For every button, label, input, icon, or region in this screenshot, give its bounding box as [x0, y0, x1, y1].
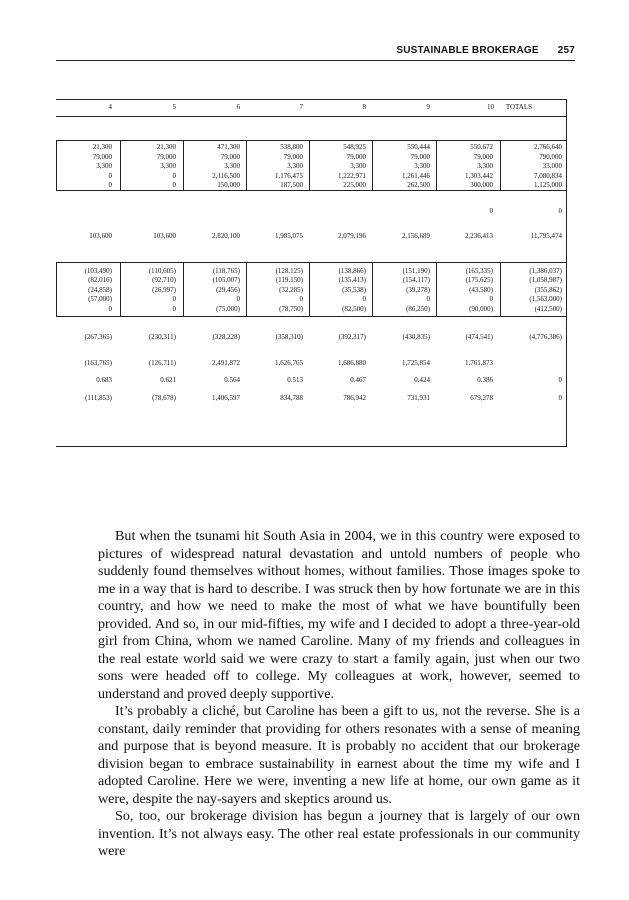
table-header-cell: TOTALS — [505, 103, 532, 111]
table-cell: 3,300 — [96, 162, 112, 170]
table-cell: (29,456) — [216, 286, 240, 294]
table-cell: 79,000 — [346, 153, 366, 161]
running-head — [396, 45, 575, 56]
table-cell: 550,672 — [470, 143, 493, 151]
table-cell: 0.621 — [160, 376, 176, 384]
table-cell: (230,311) — [148, 333, 176, 341]
table-cell: 1,176,475 — [275, 172, 303, 180]
table-cell: 21,300 — [92, 143, 112, 151]
table-header-cell: 4 — [108, 103, 112, 111]
table-column-rule — [120, 140, 121, 190]
table-cell: 0.564 — [224, 376, 240, 384]
table-cell: (78,678) — [152, 394, 176, 402]
table-cell: 3,300 — [350, 162, 366, 170]
table-cell: 471,300 — [217, 143, 240, 151]
table-cell: (86,250) — [406, 305, 430, 313]
table-cell: 1,761,873 — [465, 359, 493, 367]
table-column-rule — [56, 140, 57, 190]
table-cell: 3,300 — [224, 162, 240, 170]
table-cell: 0 — [108, 181, 112, 189]
table-cell: (119,150) — [275, 276, 303, 284]
table-cell: 79,000 — [473, 153, 493, 161]
table-cell: (26,997) — [152, 286, 176, 294]
table-cell: (165,335) — [465, 267, 493, 275]
table-cell: (135,413) — [338, 276, 366, 284]
table-cell: 1,222,971 — [338, 172, 366, 180]
table-cell: (355,862) — [534, 286, 562, 294]
paragraph: It’s probably a cliché, but Caroline has been a gift to us, not the reverse. She is a constant, daily reminder that providing for others resonates with a sense of meaning and purpose that is beyond measure. It is probably no accident that our brokerage division began to embrace sustainability in earnest about the time my wife and I adopted Caroline. Here we were, inventing a new life at home, our own game as it were, despite the nay-sayers and skeptics around us. — [98, 703, 580, 807]
table-cell: 1,125,000 — [534, 181, 562, 189]
table-cell: 786,942 — [343, 394, 366, 402]
table-cell: 0 — [489, 207, 493, 215]
table-header-cell: 9 — [426, 103, 430, 111]
table-cell: 538,800 — [280, 143, 303, 151]
table-cell: 7,080,834 — [534, 172, 562, 180]
table-header-cell: 5 — [172, 103, 176, 111]
table-header-cell: 10 — [487, 103, 494, 111]
table-column-rule — [183, 262, 184, 316]
table-cell: 0 — [558, 207, 562, 215]
table-cell: (75,000) — [216, 305, 240, 313]
table-rule — [56, 316, 566, 317]
table-cell: 0 — [172, 305, 176, 313]
table-rule — [56, 262, 566, 263]
table-rule — [56, 116, 566, 117]
table-cell: 0 — [426, 295, 430, 303]
section-title: SUSTAINABLE BROKERAGE — [396, 45, 539, 56]
table-cell: (1,563,000) — [529, 295, 562, 303]
table-column-rule — [372, 262, 373, 316]
table-header-cell: 6 — [236, 103, 240, 111]
table-cell: (128,125) — [275, 267, 303, 275]
table-cell: 187,500 — [280, 181, 303, 189]
table-cell: (82,500) — [342, 305, 366, 313]
table-cell: 2,491,872 — [212, 359, 240, 367]
table-cell: 0 — [108, 172, 112, 180]
table-cell: 0 — [172, 172, 176, 180]
table-cell: 150,000 — [217, 181, 240, 189]
table-cell: (392,317) — [338, 333, 366, 341]
table-cell: (105,007) — [212, 276, 240, 284]
table-column-rule — [372, 140, 373, 190]
table-cell: 1,725,854 — [402, 359, 430, 367]
body-text — [98, 528, 580, 861]
table-cell: 3,300 — [414, 162, 430, 170]
table-column-rule — [436, 140, 437, 190]
table-cell: 79,000 — [156, 153, 176, 161]
table-header-cell: 7 — [299, 103, 303, 111]
table-column-rule — [183, 140, 184, 190]
table-cell: 3,300 — [477, 162, 493, 170]
table-cell: (92,710) — [152, 276, 176, 284]
table-cell: 0 — [558, 376, 562, 384]
table-cell: 0.467 — [350, 376, 366, 384]
table-cell: 3,300 — [287, 162, 303, 170]
table-cell: 103,600 — [89, 232, 112, 240]
table-cell: 0 — [236, 295, 240, 303]
table-cell: 790,000 — [539, 153, 562, 161]
table-column-rule — [500, 140, 501, 190]
table-cell: (111,853) — [85, 394, 112, 402]
table-cell: 262,500 — [407, 181, 430, 189]
table-cell: 731,931 — [407, 394, 430, 402]
table-cell: 1,686,880 — [338, 359, 366, 367]
table-cell: (35,538) — [342, 286, 366, 294]
table-cell: 0 — [172, 181, 176, 189]
table-cell: (90,000) — [469, 305, 493, 313]
paragraph: But when the tsunami hit South Asia in 2004, we in this country were exposed to pictures of widespread natural devastation and untold numbers of people who suddenly found themselves without homes, without families. Those images spoke to me in a way that is hard to describe. I was struck then by how fortunate we are in this country, and how we need to make the most of what we have bountifully been provided. And so, in our mid-fifties, my wife and I decided to adopt a three-year-old girl from China, whom we named Caroline. Many of my friends and colleagues in the real estate world said we were crazy to start a family again, just when our two sons were headed off to college. My colleagues at work, however, seemed to understand and proved deeply supportive. — [98, 528, 580, 702]
table-cell: 21,300 — [156, 143, 176, 151]
table-cell: (1,058,987) — [529, 276, 562, 284]
table-cell: 1,303,442 — [465, 172, 493, 180]
table-cell: (175,625) — [465, 276, 493, 284]
table-column-rule — [246, 140, 247, 190]
table-cell: 550,444 — [407, 143, 430, 151]
table-column-rule — [56, 262, 57, 316]
table-cell: 1,985,075 — [275, 232, 303, 240]
table-cell: 300,000 — [470, 181, 493, 189]
table-cell: 79,000 — [220, 153, 240, 161]
table-rule — [56, 190, 566, 191]
header-rule — [56, 60, 575, 61]
table-cell: (154,117) — [402, 276, 430, 284]
table-column-rule — [309, 140, 310, 190]
table-cell: (358,310) — [275, 333, 303, 341]
table-cell: (1,386,037) — [529, 267, 562, 275]
table-cell: 1,261,446 — [402, 172, 430, 180]
table-cell: (24,858) — [88, 286, 112, 294]
table-cell: 2,116,500 — [212, 172, 240, 180]
table-cell: 0 — [362, 295, 366, 303]
table-cell: 0 — [299, 295, 303, 303]
table-cell: 1,406,597 — [212, 394, 240, 402]
table-cell: (138,866) — [338, 267, 366, 275]
table-cell: (43,580) — [469, 286, 493, 294]
table-cell: (32,285) — [279, 286, 303, 294]
table-rule — [56, 140, 566, 141]
table-cell: (39,278) — [406, 286, 430, 294]
table-cell: (474,541) — [465, 333, 493, 341]
table-cell: 79,000 — [283, 153, 303, 161]
table-cell: 834,788 — [280, 394, 303, 402]
table-header-cell: 8 — [362, 103, 366, 111]
table-cell: (82,016) — [88, 276, 112, 284]
table-cell: (57,000) — [88, 295, 112, 303]
table-cell: (118,765) — [212, 267, 240, 275]
table-cell: (103,490) — [84, 267, 112, 275]
table-cell: (151,190) — [402, 267, 430, 275]
table-cell: (267,365) — [84, 333, 112, 341]
table-cell: 0.513 — [287, 376, 303, 384]
table-cell: (78,750) — [279, 305, 303, 313]
table-cell: (412,500) — [534, 305, 562, 313]
table-cell: 0 — [172, 295, 176, 303]
table-cell: 11,795,474 — [530, 232, 562, 240]
page-number: 257 — [557, 45, 575, 56]
table-cell: 679,278 — [470, 394, 493, 402]
table-cell: 548,925 — [343, 143, 366, 151]
table-cell: 2,766,640 — [534, 143, 562, 151]
table-cell: 2,079,196 — [338, 232, 366, 240]
paragraph: So, too, our brokerage division has begun a journey that is largely of our own invention. It’s not always easy. The other real estate professionals in our community were — [98, 808, 580, 859]
table-cell: (430,835) — [402, 333, 430, 341]
table-cell: 0 — [558, 394, 562, 402]
table-cell: 2,236,413 — [465, 232, 493, 240]
table-cell: 33,000 — [542, 162, 562, 170]
table-column-rule — [500, 262, 501, 316]
table-cell: 2,156,689 — [402, 232, 430, 240]
table-cell: 79,000 — [410, 153, 430, 161]
table-cell: 2,820,100 — [212, 232, 240, 240]
table-column-rule — [120, 262, 121, 316]
table-cell: 3,300 — [160, 162, 176, 170]
table-cell: (110,605) — [148, 267, 176, 275]
table-cell: (126,711) — [148, 359, 176, 367]
table-column-rule — [436, 262, 437, 316]
table-cell: 0.683 — [96, 376, 112, 384]
table-cell: 1,626,765 — [275, 359, 303, 367]
table-cell: (163,765) — [84, 359, 112, 367]
table-column-rule — [309, 262, 310, 316]
table-cell: 0.386 — [477, 376, 493, 384]
table-cell: 225,000 — [343, 181, 366, 189]
table-cell: 0 — [489, 295, 493, 303]
table-cell: 103,600 — [153, 232, 176, 240]
table-cell: 0 — [108, 305, 112, 313]
table-cell: (4,776,386) — [529, 333, 562, 341]
table-column-rule — [246, 262, 247, 316]
table-cell: 0.424 — [414, 376, 430, 384]
table-cell: (328,228) — [212, 333, 240, 341]
table-cell: 79,000 — [92, 153, 112, 161]
